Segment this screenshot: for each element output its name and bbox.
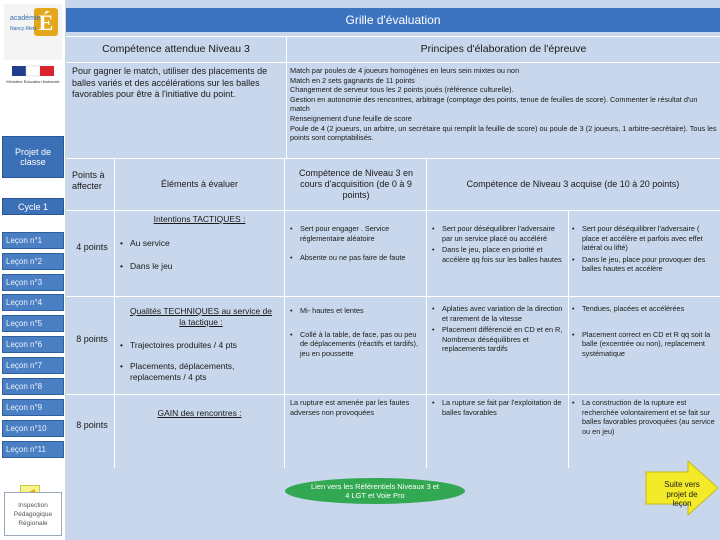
row3-title bbox=[115, 408, 284, 419]
next-lesson-button[interactable] bbox=[644, 460, 720, 516]
row-title-text: GAIN des rencontres : bbox=[157, 408, 242, 418]
competence-paragraph: Pour gagner le match, utiliser des placements de balles variés et des accélérations sur les balles favorables pour être à l'initiative du point. bbox=[72, 66, 268, 99]
svg-text:É: É bbox=[38, 10, 54, 35]
inspection-label bbox=[4, 492, 62, 536]
element-item: • Dans le jeu bbox=[120, 261, 280, 272]
projet-label: Projet de classe bbox=[14, 147, 52, 167]
lesson-label: Leçon n°11 bbox=[6, 445, 46, 454]
row1-elements bbox=[120, 238, 280, 277]
principes-header bbox=[287, 37, 720, 62]
inspection-text: Inspection Pédagogique Régionale bbox=[13, 502, 53, 527]
row2-cours bbox=[290, 306, 422, 364]
row2-acquise-a bbox=[432, 304, 566, 360]
acquise-item: • Tendues, placées et accélérées bbox=[572, 304, 718, 314]
lesson-label: Leçon n°1 bbox=[6, 236, 43, 245]
row-title-text: Intentions TACTIQUES : bbox=[153, 214, 246, 224]
points-header bbox=[72, 170, 112, 200]
header-text: Compétence de Niveau 3 acquise (de 10 à 20 points) bbox=[466, 179, 680, 190]
row1-cours bbox=[290, 224, 422, 269]
principe-line: Gestion en autonomie des rencontres, arbitrage (comptage des points, tenue de feuilles de score). Commenter le résultat d'un match bbox=[290, 94, 698, 114]
referentiels-link-text: Lien vers les Référentiels Niveaux 3 et 4 LGT et Voie Pro bbox=[311, 482, 439, 500]
header-text: Éléments à évaluer bbox=[160, 179, 239, 190]
lesson-label: Leçon n°9 bbox=[6, 403, 43, 412]
acquise-item: • La rupture se fait par l'exploitation de balles favorables bbox=[432, 398, 566, 417]
acquise-item: • Sert pour déséquilibrer l'adversaire ( place et accélère et parfois avec effet latéral ou lifté) bbox=[572, 224, 718, 253]
acquise-item: • Dans le jeu, place en priorité et accélère qq fois sur les balles hautes bbox=[432, 245, 566, 264]
principes-list bbox=[290, 66, 718, 156]
divider bbox=[568, 210, 569, 468]
logo-line1: académie bbox=[10, 15, 41, 22]
acquise-header bbox=[428, 159, 718, 210]
cours-item: • Mi- hautes et lentes bbox=[290, 306, 422, 316]
header-text: Principes d'élaboration de l'épreuve bbox=[420, 43, 587, 56]
row3-cours bbox=[290, 398, 422, 417]
acquise-item: • Aplaties avec variation de la direction et rarement de la vitesse bbox=[432, 304, 566, 323]
divider bbox=[66, 296, 720, 297]
cours-text: La rupture est amenée par les fautes adverses non provoquées bbox=[290, 398, 410, 417]
lesson-9-button[interactable] bbox=[2, 399, 64, 416]
acquise-item: • Sert pour déséquilibrer l'adversaire par un service placé ou accéléré bbox=[432, 224, 566, 243]
cours-header bbox=[288, 159, 424, 210]
sidebar bbox=[0, 0, 66, 540]
divider bbox=[284, 158, 285, 468]
row1-points bbox=[72, 242, 112, 253]
element-item: • Trajectoires produites / 4 pts bbox=[120, 340, 280, 351]
divider bbox=[66, 394, 720, 395]
row2-acquise-b bbox=[572, 304, 718, 364]
competence-attendue-header bbox=[66, 37, 286, 62]
page-title bbox=[66, 8, 720, 32]
cours-item: • Collé à la table, de face, pas ou peu de déplacements (réactifs et tardifs), jeu en poussette bbox=[290, 330, 422, 359]
lesson-label: Leçon n°3 bbox=[6, 278, 43, 287]
principe-line: Changement de serveur tous les 2 points joués (référence culturelle). bbox=[290, 85, 514, 95]
row3-acquise-a bbox=[432, 398, 566, 423]
lesson-label: Leçon n°8 bbox=[6, 382, 43, 391]
referentiels-link[interactable] bbox=[285, 478, 465, 504]
row1-title bbox=[115, 214, 284, 225]
cycle-1-button[interactable] bbox=[2, 198, 64, 215]
lesson-3-button[interactable] bbox=[2, 274, 64, 291]
cycle-label: Cycle 1 bbox=[17, 201, 48, 212]
lesson-10-button[interactable] bbox=[2, 420, 64, 437]
lesson-label: Leçon n°2 bbox=[6, 257, 43, 266]
divider bbox=[66, 210, 720, 211]
main-panel bbox=[66, 0, 720, 540]
academie-logo bbox=[4, 4, 62, 84]
points-value: 4 points bbox=[76, 242, 108, 252]
lesson-label: Leçon n°4 bbox=[6, 298, 43, 307]
principe-line: Match en 2 sets gagnants de 11 points bbox=[290, 75, 415, 85]
row2-elements bbox=[120, 340, 280, 389]
lesson-label: Leçon n°6 bbox=[6, 340, 43, 349]
divider bbox=[66, 62, 720, 63]
cours-item: • Sert pour engager . Service réglementaire aléatoire bbox=[290, 224, 422, 243]
lesson-4-button[interactable] bbox=[2, 294, 64, 311]
lesson-label: Leçon n°7 bbox=[6, 361, 43, 370]
lesson-5-button[interactable] bbox=[2, 315, 64, 332]
row1-acquise-b bbox=[572, 224, 718, 280]
divider bbox=[426, 158, 427, 468]
row2-points bbox=[72, 334, 112, 345]
elements-header bbox=[115, 159, 284, 210]
lesson-label: Leçon n°5 bbox=[6, 319, 43, 328]
competence-text bbox=[72, 66, 282, 156]
lesson-1-button[interactable] bbox=[2, 232, 64, 249]
logo-line2: Nancy-Metz bbox=[10, 26, 37, 32]
row1-acquise-a bbox=[432, 224, 566, 270]
page-title-text: Grille d'évaluation bbox=[345, 13, 441, 27]
acquise-item: • La construction de la rupture est recherchée volontairement et se fait sur balles favorables provoquées (au service ou en jeu) bbox=[572, 398, 718, 436]
points-value: 8 points bbox=[76, 420, 108, 430]
header-text: Points à affecter bbox=[72, 170, 105, 191]
cours-item: • Absente ou ne pas faire de faute bbox=[290, 253, 422, 263]
projet-de-classe-button[interactable] bbox=[2, 136, 64, 178]
row3-acquise-b bbox=[572, 398, 718, 442]
next-lesson-label: Suite vers projet de leçon bbox=[664, 480, 700, 508]
element-item: • Au service bbox=[120, 238, 280, 249]
lesson-7-button[interactable] bbox=[2, 357, 64, 374]
lesson-label: Leçon n°10 bbox=[6, 424, 47, 433]
principe-line: Match par poules de 4 joueurs homogènes en leurs sein mixtes ou non bbox=[290, 66, 520, 75]
points-value: 8 points bbox=[76, 334, 108, 344]
row3-points bbox=[72, 420, 112, 431]
acquise-item: • Dans le jeu, place pour provoquer des balles hautes et accélère bbox=[572, 255, 718, 274]
lesson-6-button[interactable] bbox=[2, 336, 64, 353]
header-text: Compétence de Niveau 3 en cours d'acquisition (de 0 à 9 points) bbox=[298, 168, 414, 200]
logo-line3: Ministère Éducation Nationale bbox=[6, 79, 60, 84]
header-text: Compétence attendue Niveau 3 bbox=[102, 43, 250, 56]
acquise-item: • Placement différencié en CD et en R, Nombreux déséquilibres et replacements tardifs bbox=[432, 325, 566, 354]
principe-line: Renseignement d'une feuille de score bbox=[290, 113, 412, 123]
lesson-2-button[interactable] bbox=[2, 253, 64, 270]
lesson-8-button[interactable] bbox=[2, 378, 64, 395]
principe-line: Poule de 4 (2 joueurs, un arbitre, un secrétaire qui remplit la feuille de score) ou poule de 3 (2 joueurs, 1 arbitre-secrétaire). Tous les points sont comptabilisés. bbox=[290, 123, 717, 143]
row2-title bbox=[126, 306, 276, 328]
row-title-text: Qualités TECHNIQUES au service de la tactique : bbox=[129, 306, 273, 327]
lesson-11-button[interactable] bbox=[2, 441, 64, 458]
acquise-item: • Placement correct en CD et R qq soit la balle (excentrée ou non), replacement systématique bbox=[572, 330, 718, 359]
element-item: • Placements, déplacements, replacements / 4 pts bbox=[120, 361, 280, 383]
